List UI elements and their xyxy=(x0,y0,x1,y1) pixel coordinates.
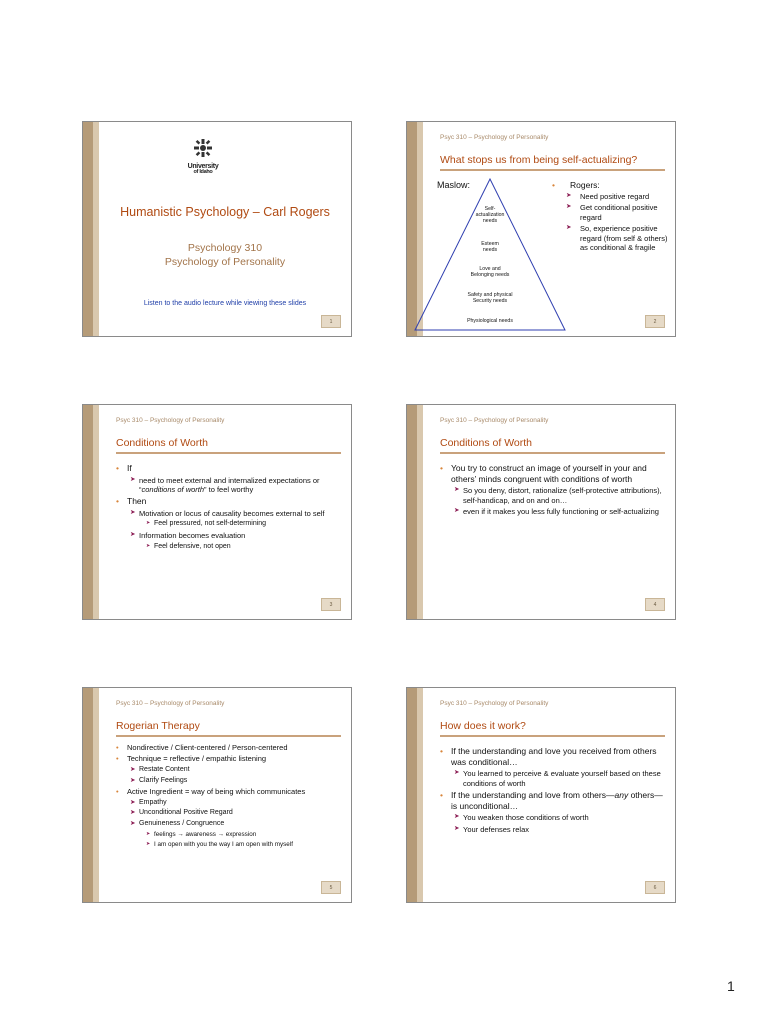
maslow-label: Maslow: xyxy=(437,180,471,190)
slide-header: Psyc 310 – Psychology of Personality xyxy=(116,700,225,707)
pyramid-level-safety xyxy=(450,292,530,304)
pyramid-level-physiological xyxy=(450,318,530,324)
slide-title: What stops us from being self-actualizing? xyxy=(440,154,638,166)
pyramid-level-self-actualization xyxy=(450,206,530,225)
logo-text-line2: of Idaho xyxy=(193,169,213,175)
bullet: • Technique = reflective / empathic listening xyxy=(116,754,341,763)
rogers-list xyxy=(552,180,676,254)
slide-side-bar xyxy=(83,688,99,902)
rogers-item: ➤ Need positive regard xyxy=(552,192,676,201)
subtitle-line2: Psychology of Personality xyxy=(164,255,286,268)
pyramid-text: Physiological needs xyxy=(467,318,513,324)
slide-content xyxy=(440,463,665,518)
slide-number: 2 xyxy=(645,315,665,328)
rogers-title: • Rogers: xyxy=(552,180,676,190)
sub-bullet: ➤ You learned to perceive & evaluate yourself based on these conditions of worth xyxy=(454,769,665,788)
text: others—is unconditional… xyxy=(451,790,663,811)
pyramid-text: Safety and physical Security needs xyxy=(467,292,513,305)
sub-bullet: ➤ Clarify Feelings xyxy=(130,777,341,786)
slide-number: 4 xyxy=(645,598,665,611)
pyramid-level-esteem xyxy=(450,241,530,253)
pyramid-level-love xyxy=(450,266,530,278)
pyramid-text: Love and Belonging needs xyxy=(470,266,510,279)
slide-side-bar xyxy=(407,688,423,902)
slide-2 xyxy=(406,121,676,337)
audio-note: Listen to the audio lecture while viewing these slides xyxy=(143,300,307,307)
sub-bullet: ➤ Restate Content xyxy=(130,766,341,775)
slide-content xyxy=(116,463,341,553)
slide-side-bar xyxy=(83,405,99,619)
slide-header: Psyc 310 – Psychology of Personality xyxy=(116,417,225,424)
slide-title: Conditions of Worth xyxy=(116,437,209,449)
slide-title: Rogerian Therapy xyxy=(116,720,200,732)
sub-bullet: ➤ Your defenses relax xyxy=(454,825,665,834)
slide-number: 1 xyxy=(321,315,341,328)
slide-side-bar xyxy=(83,122,99,336)
sub-bullet: ➤ Motivation or locus of causality becomes external to self xyxy=(130,509,341,518)
bullet: • You try to construct an image of yourself in your and others’ minds congruent with conditions of worth xyxy=(440,463,665,484)
university-logo xyxy=(183,138,223,176)
title-rule xyxy=(116,735,341,737)
sub-sub-bullet: ➤ feelings → awareness → expression xyxy=(146,831,341,839)
slide-title: Humanistic Psychology – Carl Rogers xyxy=(120,205,330,219)
sub-bullet: ➤ Empathy xyxy=(130,799,341,808)
text: need to meet external and internalized expectations or “ xyxy=(139,475,320,494)
logo-emblem-icon xyxy=(193,138,213,158)
slide-content xyxy=(440,746,665,836)
bullet xyxy=(440,790,665,811)
text: ” to feel worthy xyxy=(204,485,254,494)
slide-5 xyxy=(82,687,352,903)
slide-title: Conditions of Worth xyxy=(440,437,533,449)
slide-side-bar xyxy=(407,405,423,619)
sub-sub-bullet: ➤ Feel pressured, not self-determining xyxy=(146,520,341,529)
emphasis: conditions of worth xyxy=(141,485,205,494)
rogers-item: ➤ Get conditional positive regard xyxy=(552,203,676,222)
title-rule xyxy=(440,452,665,454)
subtitle-line1: Psychology 310 xyxy=(187,242,263,254)
bullet: • If xyxy=(116,463,341,474)
sub-bullet: ➤ Unconditional Positive Regard xyxy=(130,809,341,818)
slide-header: Psyc 310 – Psychology of Personality xyxy=(440,417,549,424)
title-rule xyxy=(440,735,665,737)
bullet: • Active Ingredient = way of being which communicates xyxy=(116,787,341,796)
text: If the understanding and love from others— xyxy=(451,790,615,800)
slide-1 xyxy=(82,121,352,337)
rogers-item: ➤ So, experience positive regard (from self & others) as conditional & fragile xyxy=(552,224,676,252)
slide-title: How does it work? xyxy=(440,720,526,732)
sub-sub-bullet: ➤ I am open with you the way I am open with myself xyxy=(146,841,341,849)
slide-number: 6 xyxy=(645,881,665,894)
slide-number: 5 xyxy=(321,881,341,894)
slide-3 xyxy=(82,404,352,620)
sub-bullet: ➤ Genuineness / Congruence xyxy=(130,820,341,829)
bullet: • Nondirective / Client-centered / Person-centered xyxy=(116,743,341,752)
slide-header: Psyc 310 – Psychology of Personality xyxy=(440,134,549,141)
sub-bullet: ➤ Information becomes evaluation xyxy=(130,531,341,540)
sub-sub-bullet: ➤ Feel defensive, not open xyxy=(146,543,341,552)
sub-bullet: ➤ You weaken those conditions of worth xyxy=(454,813,665,822)
sub-bullet: ➤ So you deny, distort, rationalize (self-protective attributions), self-handicap, and on and on… xyxy=(454,486,665,505)
logo-text-line1: University xyxy=(187,163,219,170)
slide-subtitle xyxy=(105,242,345,269)
slide-4 xyxy=(406,404,676,620)
slide-6 xyxy=(406,687,676,903)
pyramid-text: Esteem needs xyxy=(481,241,499,254)
slide-number: 3 xyxy=(321,598,341,611)
slide-header: Psyc 310 – Psychology of Personality xyxy=(440,700,549,707)
sub-bullet xyxy=(130,476,341,495)
page-number: 1 xyxy=(727,978,735,994)
emphasis: any xyxy=(614,790,629,800)
slide-content xyxy=(116,743,341,851)
bullet: • Then xyxy=(116,496,341,507)
sub-bullet: ➤ even if it makes you less fully functioning or self-actualizing xyxy=(454,507,665,516)
title-rule xyxy=(116,452,341,454)
bullet: • If the understanding and love you received from others was conditional… xyxy=(440,746,665,767)
pyramid-text: Self- actualization needs xyxy=(475,206,505,225)
